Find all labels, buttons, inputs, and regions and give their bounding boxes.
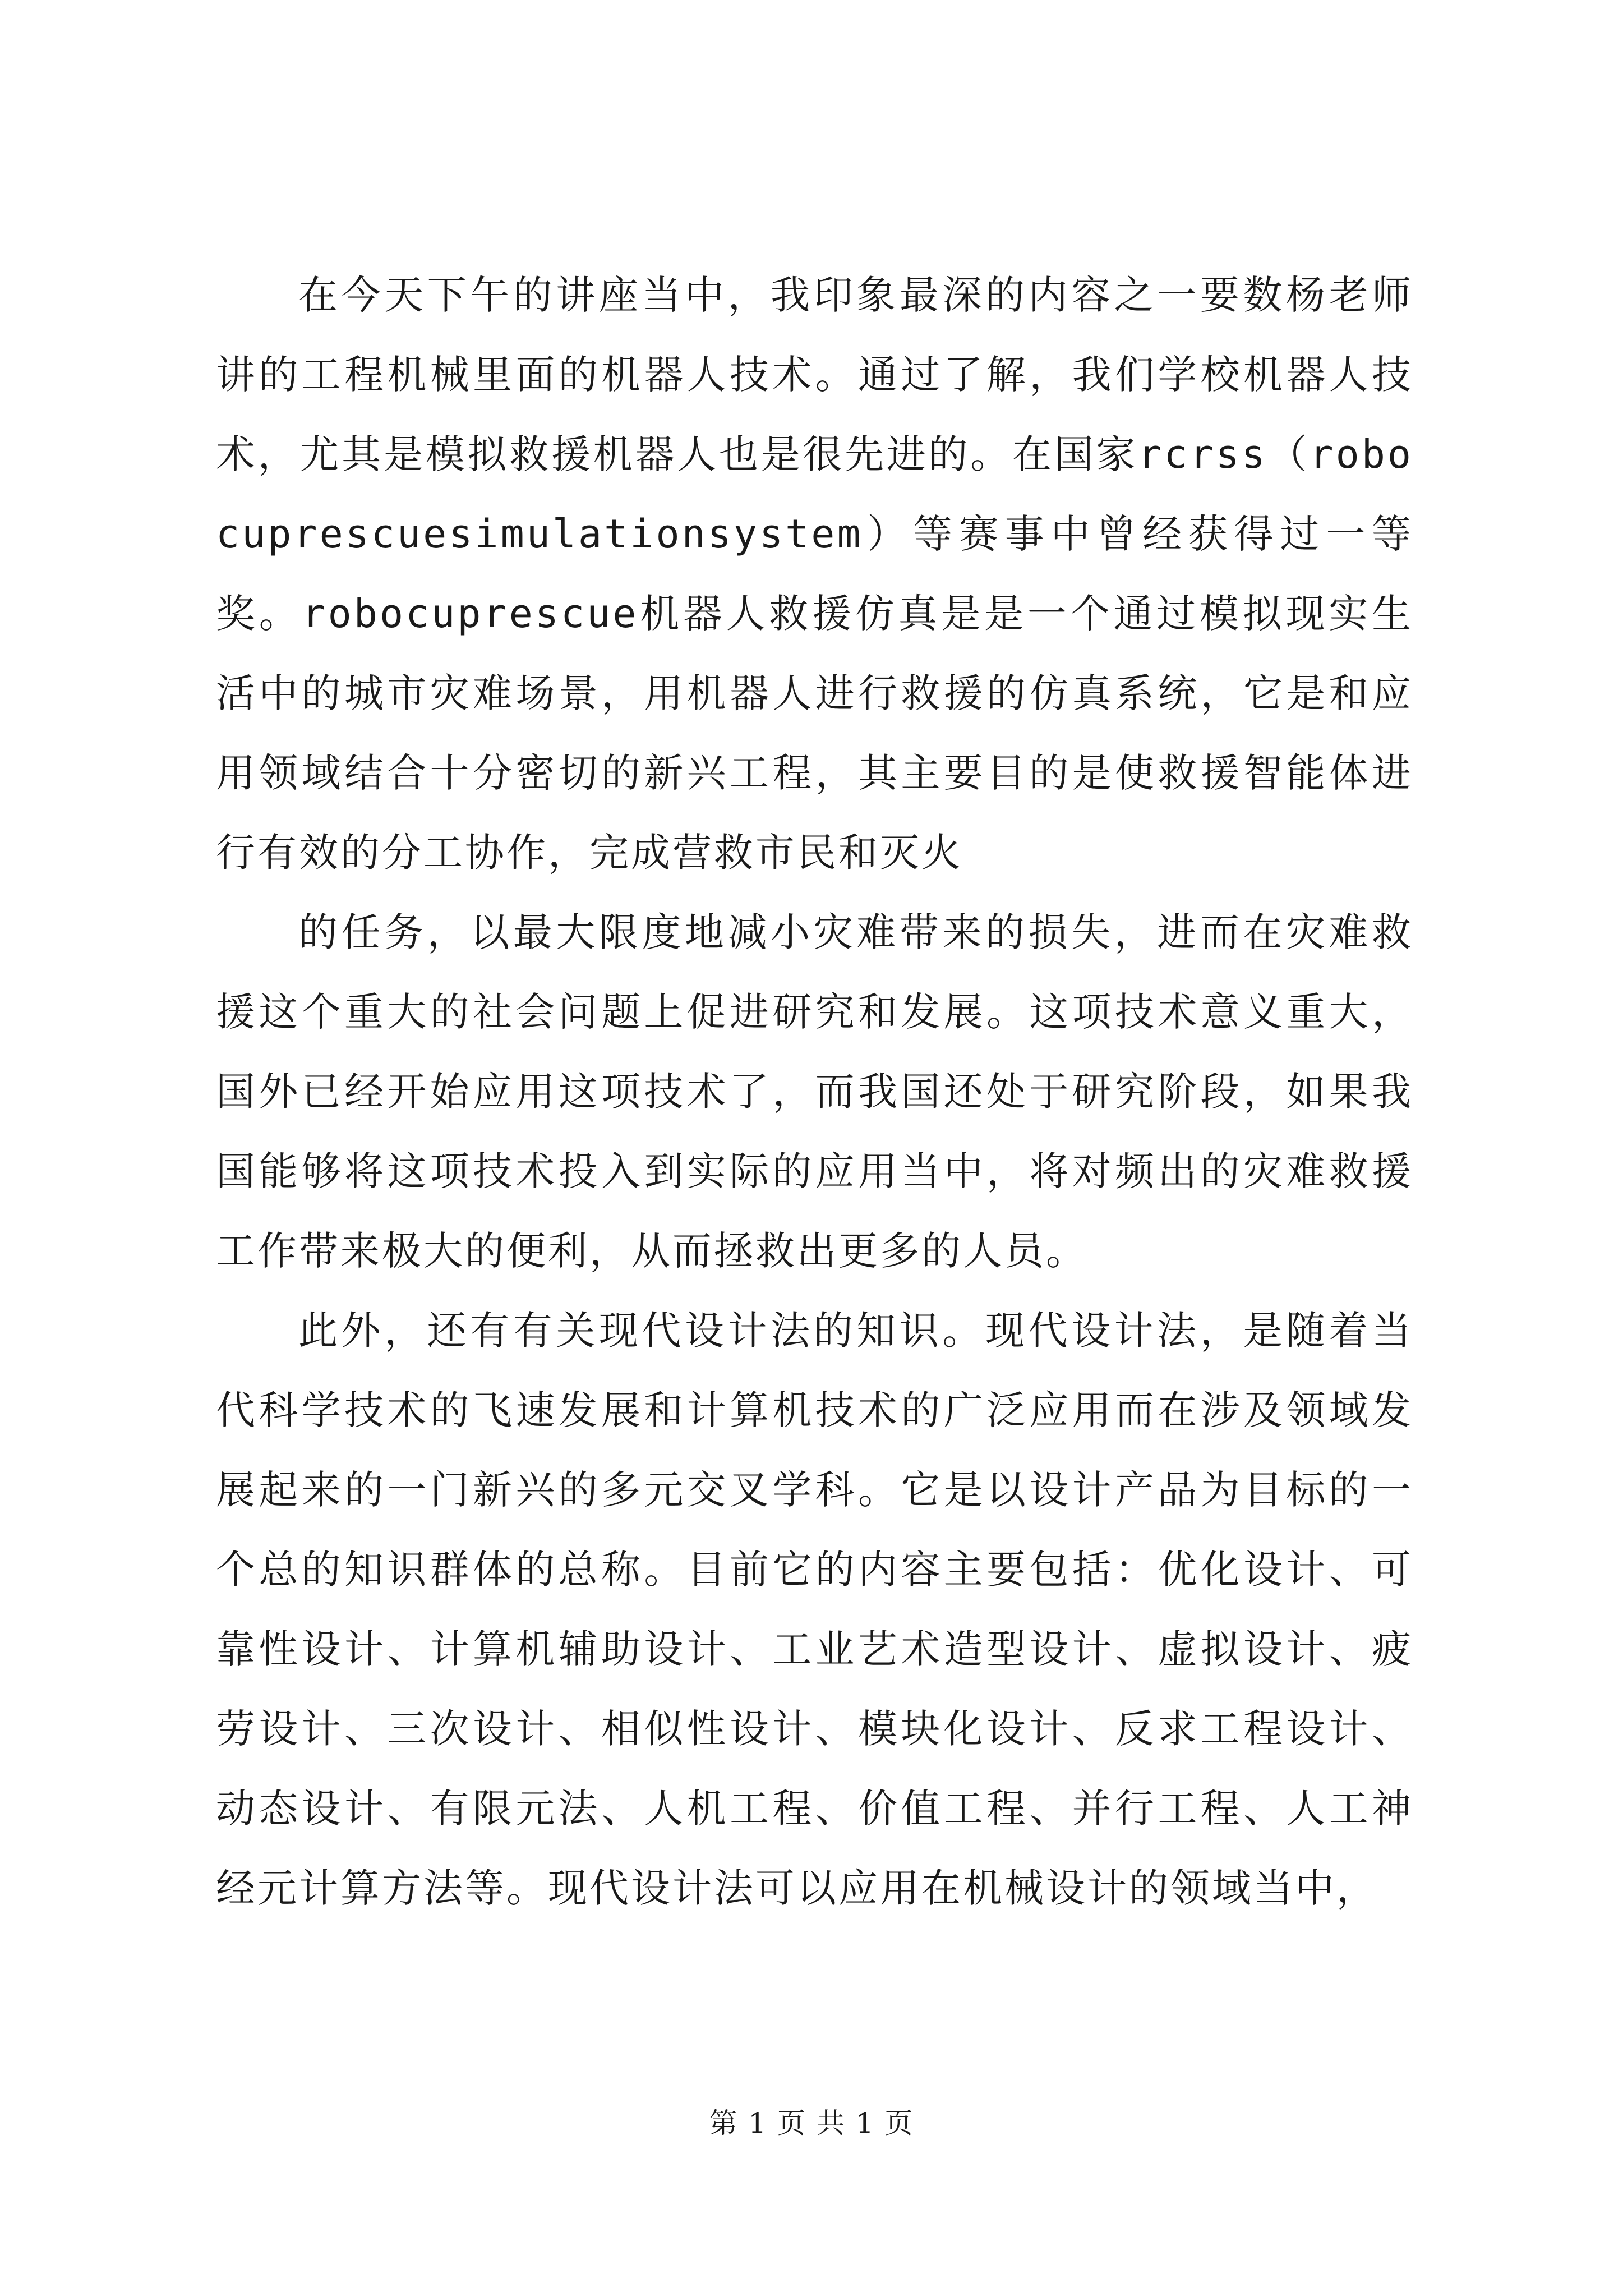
paragraph-modern-design-methods: 此外，还有有关现代设计法的知识。现代设计法，是随着当代科学技术的飞速发展和计算机技术的广泛应用而在涉及领域发展起来的一门新兴的多元交叉学科。它是以设计产品为目标的一个总的知识群体的总称。目前它的内容主要包括：优化设计、可靠性设计、计算机辅助设计、工业艺术造型设计、虚拟设计、疲劳设计、三次设计、相似性设计、模块化设计、反求工程设计、动态设计、有限元法、人机工程、价值工程、并行工程、人工神经元计算方法等。现代设计法可以应用在机械设计的领域当中，	[216, 1308, 1413, 1911]
page-footer: 第 1 页 共 1 页	[709, 2107, 914, 2139]
paragraph-robot-rescue: 在今天下午的讲座当中，我印象最深的内容之一要数杨老师讲的工程机械里面的机器人技术。通过了解，我们学校机器人技术，尤其是模拟救援机器人也是很先进的。在国家rcrss（robocuprescuesimulationsystem）等赛事中曾经获得过一等奖。robocuprescue机器人救援仿真是是一个通过模拟现实生活中的城市灾难场景，用机器人进行救援的仿真系统，它是和应用领域结合十分密切的新兴工程，其主要目的是使救援智能体进行有效的分工协作，完成营救市民和灭火	[216, 272, 1413, 876]
document-body	[216, 255, 1413, 1928]
paragraph-rescue-significance: 的任务，以最大限度地减小灾难带来的损失，进而在灾难救援这个重大的社会问题上促进研究和发展。这项技术意义重大，国外已经开始应用这项技术了，而我国还处于研究阶段，如果我国能够将这项技术投入到实际的应用当中，将对频出的灾难救援工作带来极大的便利，从而拯救出更多的人员。	[216, 909, 1413, 1274]
